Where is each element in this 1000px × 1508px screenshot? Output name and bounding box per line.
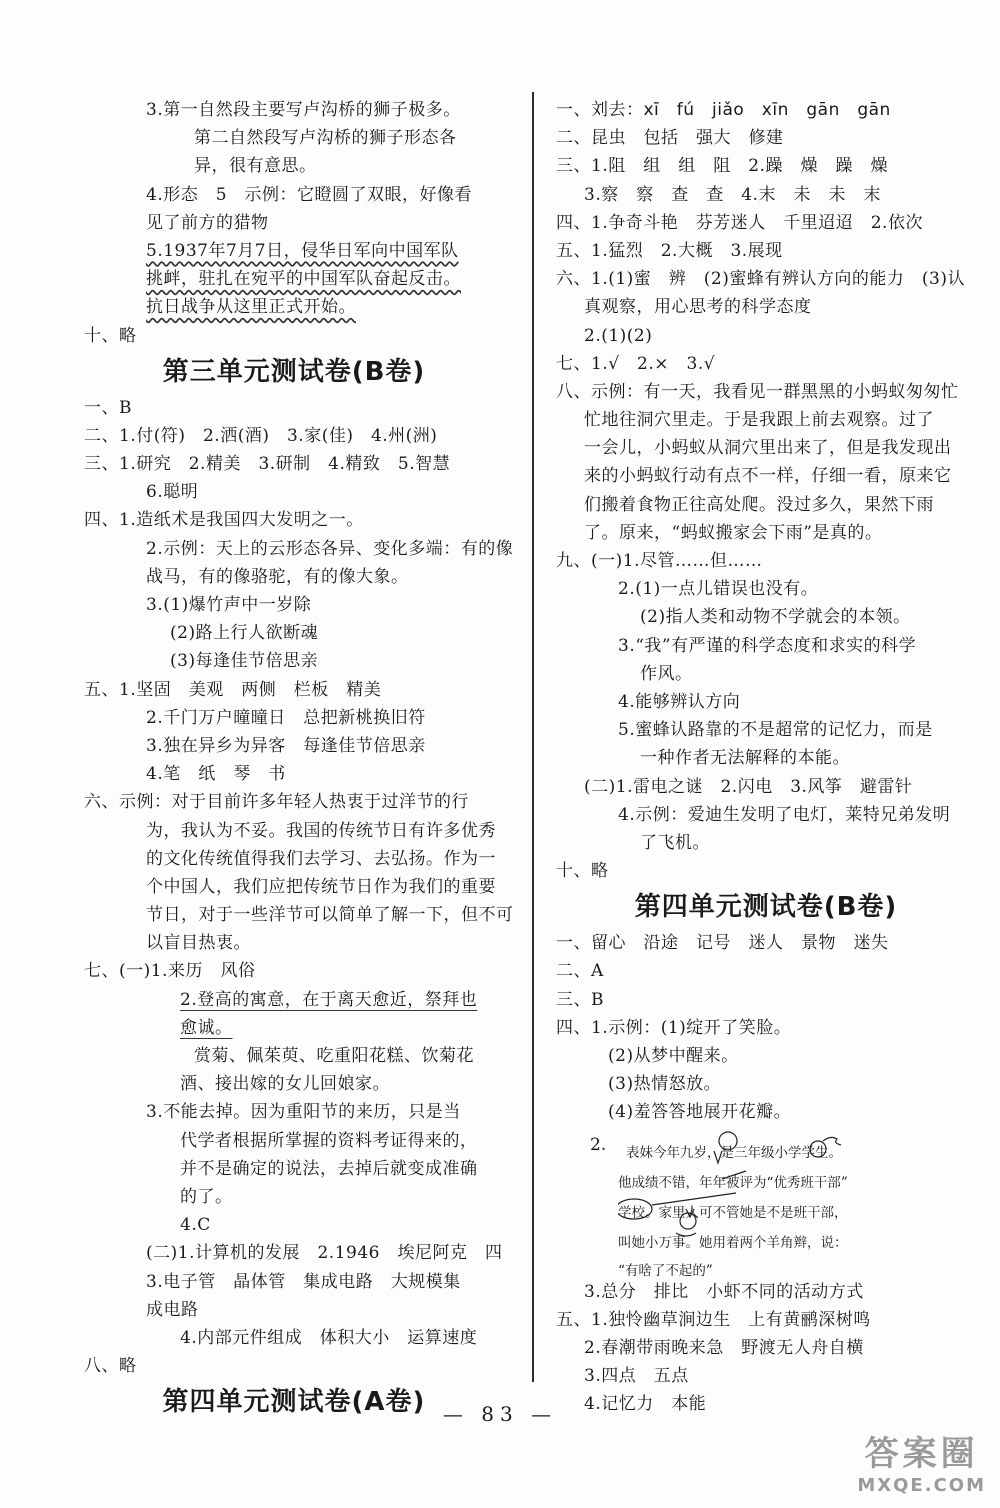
answer-line: 2.(1)一点儿错误也没有。 [618,579,819,600]
answer-line: 了。原来，“蚂蚁搬家会下雨”是真的。 [584,522,883,543]
answer-line: 2.(1)(2) [584,325,653,346]
column-divider [532,92,534,1382]
section-heading: 第四单元测试卷(B卷) [634,892,898,923]
figure-line: 叫她小万事。她用着两个羊角辫，说： [618,1234,848,1251]
figure-line: 学校。家里人可不管她是不是班干部， [618,1204,848,1221]
right-column [556,96,976,1419]
answer-line: 二、1.付(符) 2.洒(酒) 3.家(佳) 4.州(洲) [84,425,438,446]
answer-line: 八、略 [84,1356,137,1377]
answer-line: 五、1.独怜幽草涧边生 上有黄鹂深树鸣 [556,1309,871,1330]
answer-line: 4.记忆力 本能 [584,1394,707,1415]
answer-line: 代学者根据所掌握的资料考证得来的， [180,1130,478,1151]
answer-line: (2)从梦中醒来。 [608,1046,739,1066]
answer-line: (3)热情怒放。 [608,1074,722,1095]
figure-line: 表妹今年九岁，是三年级小学学生。 [626,1144,842,1161]
answer-line: (2)路上行人欲断魂 [170,623,319,644]
answer-line: 六、1.(1)蜜 辨 (2)蜜蜂有辨认方向的能力 (3)认 [556,269,965,290]
answer-line: 一会儿，小蚂蚁从洞穴里出来了，但是我发现出 [584,438,952,459]
answer-line: 4.能够辨认方向 [618,691,741,712]
section-heading: 第三单元测试卷(B卷) [162,356,426,387]
answer-line: 以盲目热衷。 [146,933,251,954]
answer-line: 赏菊、佩茱萸、吃重阳花糕、饮菊花 [194,1046,474,1066]
answer-line: 们搬着食物正往高处爬。没过多久，果然下雨 [584,494,934,515]
answer-line: 异，很有意思。 [194,156,317,177]
answer-line: 挑衅，驻扎在宛平的中国军队奋起反击。 [146,269,461,290]
answer-line: 九、(一)1.尽管……但…… [556,551,763,571]
answer-line: 五、1.坚固 美观 两侧 栏板 精美 [84,679,382,700]
answer-line: 5.1937年7月7日，侵华日军向中国军队 [146,240,459,261]
answer-line: 并不是确定的说法，去掉后就变成准确 [180,1158,478,1179]
answer-line: 第二自然段写卢沟桥的狮子形态各 [194,128,457,149]
answer-line: 三、1.阻 组 组 阻 2.躁 燥 躁 燥 [556,156,888,177]
answer-line: 十、略 [84,325,137,346]
answer-line: 抗日战争从这里正式开始。 [146,297,356,318]
answer-line: 3.(1)爆竹声中一岁除 [146,595,312,615]
answer-line: (2)指人类和动物不学就会的本领。 [640,607,911,628]
answer-line: (二)1.计算机的发展 2.1946 埃尼阿克 四 [146,1243,503,1264]
section-heading: 第四单元测试卷(A卷) [162,1387,426,1418]
watermark-url: MXQE.COM [857,1475,986,1496]
answer-line: 作风。 [640,663,693,684]
answer-line: 4.C [180,1215,211,1236]
answer-line: 成电路 [146,1299,199,1320]
answer-line: 3.第一自然段主要写卢沟桥的狮子极多。 [146,100,461,120]
answer-line: 八、示例：有一天，我看见一群黑黑的小蚂蚁匆匆忙 [556,381,959,402]
answer-line: 来的小蚂蚁行动有点不一样，仔细一看，原来它 [584,466,952,487]
answer-line: 4.示例：爱迪生发明了电灯，莱特兄弟发明 [618,804,951,825]
answer-line: 5.蜜蜂认路靠的不是超常的记忆力，而是 [618,720,933,741]
answer-line: 3.四点 五点 [584,1366,689,1387]
answer-line: 愈诚。 [180,1017,233,1038]
answer-line: 了飞机。 [640,832,710,853]
answer-line: (二)1.雷电之谜 2.闪电 3.风筝 避雷针 [584,776,913,797]
answer-line: 4.笔 纸 琴 书 [146,764,286,785]
answer-line: 2.春潮带雨晚来急 野渡无人舟自横 [584,1337,864,1358]
figure-line: “有啥了不起的” [618,1262,713,1279]
figure-number: 2. [590,1134,607,1155]
answer-line: 十、略 [556,861,609,882]
answer-line: 的了。 [180,1186,233,1207]
watermark-logo [857,1426,986,1496]
answer-line: 一、留心 沿途 记号 迷人 景物 迷失 [556,933,889,954]
answer-line: 五、1.猛烈 2.大概 3.展现 [556,240,783,261]
answer-line: 为，我认为不妥。我国的传统节日有许多优秀 [146,820,496,841]
answer-line: 4.内部元件组成 体积大小 运算速度 [180,1327,478,1348]
answer-line: 酒、接出嫁的女儿回娘家。 [180,1074,390,1095]
answer-line: 节日，对于一些洋节可以简单了解一下，但不可 [146,905,514,926]
proofreading-figure [590,1131,898,1279]
answer-line: 2.示例：天上的云形态各异、变化多端：有的像 [146,538,514,559]
answer-line: 真观察，用心思考的科学态度 [584,297,812,318]
answer-line: 七、1.√ 2.× 3.√ [556,353,716,374]
answer-line: 见了前方的猎物 [146,212,269,233]
watermark-text: 答案圈 [864,1434,979,1474]
answer-line: 3.察 察 查 查 4.末 未 未 末 [584,184,881,205]
answer-line: 一种作者无法解释的本能。 [640,748,850,769]
answer-line: (4)羞答答地展开花瓣。 [608,1102,792,1123]
answer-line: 战马，有的像骆驼，有的像大象。 [146,566,409,587]
page-number: — 83 — [442,1402,558,1426]
answer-line: 六、示例：对于目前许多年轻人热衷于过洋节的行 [84,792,469,813]
answer-line: 2.千门万户曈曈日 总把新桃换旧符 [146,707,426,728]
answer-line: 一、刘去：xī fú jiǎo xīn gān gān [556,100,891,120]
answer-line: 一、B [84,397,132,418]
answer-line: 6.聪明 [146,482,199,503]
answer-line: 四、1.争奇斗艳 芬芳迷人 千里迢迢 2.依次 [556,212,923,233]
answer-line: 四、1.造纸术是我国四大发明之一。 [84,510,364,531]
answer-line: 四、1.示例：(1)绽开了笑脸。 [556,1017,792,1038]
answer-line: 3.电子管 晶体管 集成电路 大规模集 [146,1271,461,1292]
answer-line: 3.不能去掉。因为重阳节的来历，只是当 [146,1102,461,1123]
correction-marks [618,1131,898,1276]
answer-line: 忙地往洞穴里走。于是我跟上前去观察。过了 [584,410,934,431]
answer-line: 三、B [556,989,604,1010]
answer-line: 2.登高的寓意，在于离天愈近，祭拜也 [180,989,478,1010]
answer-line: 三、1.研究 2.精美 3.研制 4.精致 5.智慧 [84,454,451,475]
answer-line: 二、昆虫 包括 强大 修建 [556,128,784,149]
answer-line: 二、A [556,961,604,982]
answer-line: 七、(一)1.来历 风俗 [84,961,256,982]
answer-line: 的文化传统值得我们去学习、去弘扬。作为一 [146,848,496,869]
answer-line: 3.总分 排比 小虾不同的活动方式 [584,1281,864,1302]
figure-line: 他成绩不错，年年被评为“优秀班干部” [618,1174,848,1191]
answer-line: 3.独在异乡为异客 每逢佳节倍思亲 [146,735,426,756]
answer-line: 个中国人，我们应把传统节日作为我们的重要 [146,876,496,897]
answer-line: 3.“我”有严谨的科学态度和求实的科学 [618,635,917,656]
answer-line: 4.形态 5 示例：它瞪圆了双眼，好像看 [146,184,473,205]
answer-line: (3)每逢佳节倍思亲 [170,651,319,672]
